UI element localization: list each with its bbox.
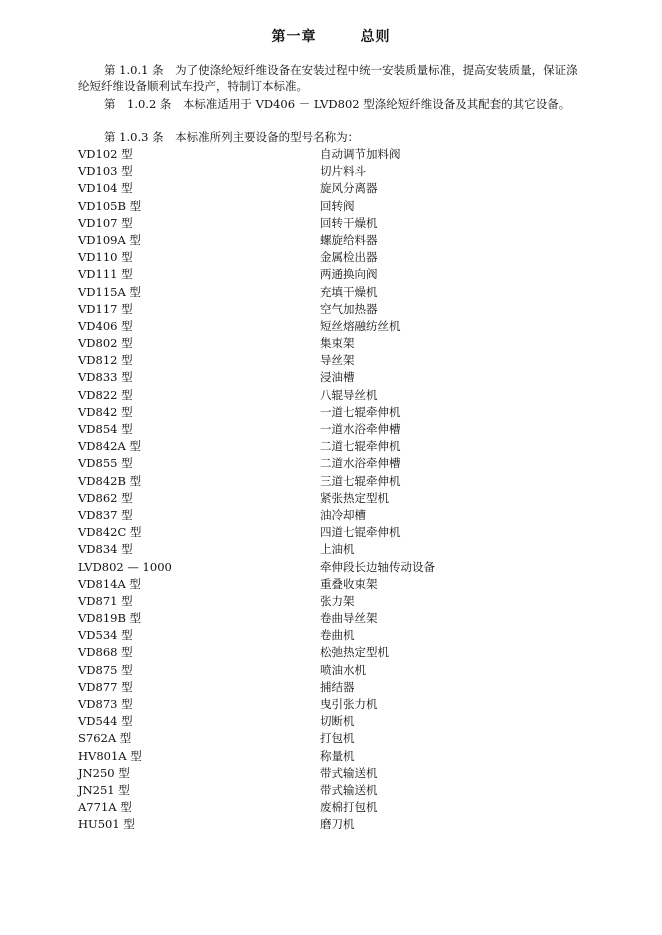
- equipment-model: VD842C 型: [78, 525, 142, 540]
- equipment-row: [78, 198, 598, 215]
- equipment-model: VD819B 型: [78, 611, 142, 626]
- equipment-row: [78, 404, 598, 421]
- equipment-model: VD868 型: [78, 645, 133, 660]
- equipment-row: [78, 679, 598, 696]
- equipment-name: 八辊导丝机: [320, 387, 378, 402]
- equipment-model: VD842A 型: [78, 439, 141, 454]
- equipment-row: [78, 490, 598, 507]
- equipment-row: [78, 816, 598, 833]
- equipment-row: [78, 163, 598, 180]
- equipment-name: 自动调节加料阀: [320, 147, 401, 161]
- article-1-0-1: 第 1.0.1 条 为了使涤纶短纤维设备在安装过程中统一安装质量标准，提高安装质量，保证涤纶短纤维设备顺利试车投产，特制订本标准。: [78, 63, 578, 93]
- equipment-row: [78, 730, 598, 747]
- equipment-row: [78, 335, 598, 352]
- equipment-model: VD103 型: [78, 164, 133, 179]
- equipment-name: 牵伸段长边轴传动设备: [320, 559, 435, 574]
- equipment-model: LVD802 — 1000: [78, 559, 172, 574]
- equipment-model: VD111 型: [78, 267, 133, 282]
- equipment-model: VD544 型: [78, 714, 133, 729]
- equipment-row: [78, 352, 598, 369]
- equipment-row: [78, 610, 598, 627]
- equipment-row: [78, 455, 598, 472]
- equipment-model: JN250 型: [78, 765, 130, 780]
- equipment-row: [78, 748, 598, 765]
- equipment-row: [78, 232, 598, 249]
- equipment-row: [78, 387, 598, 404]
- equipment-model: VD833 型: [78, 370, 133, 385]
- equipment-model: VD834 型: [78, 542, 133, 557]
- equipment-row: [78, 146, 598, 163]
- equipment-name: 带式输送机: [320, 765, 378, 780]
- equipment-row: [78, 284, 598, 301]
- chapter-title: [0, 26, 662, 46]
- equipment-name: 空气加热器: [320, 301, 378, 316]
- equipment-model: VD822 型: [78, 387, 133, 402]
- equipment-model: VD871 型: [78, 593, 133, 608]
- equipment-model: VD837 型: [78, 507, 133, 522]
- equipment-name: 曳引张力机: [320, 697, 378, 711]
- equipment-name: 充填干燥机: [320, 284, 378, 299]
- equipment-row: [78, 438, 598, 455]
- equipment-name: 切片料斗: [320, 164, 366, 179]
- equipment-row: [78, 180, 598, 197]
- equipment-row: [78, 662, 598, 679]
- equipment-name: 旋风分离器: [320, 181, 378, 196]
- equipment-model: VD115A 型: [78, 284, 141, 299]
- equipment-list: [78, 146, 598, 834]
- equipment-row: [78, 627, 598, 644]
- equipment-model: VD802 型: [78, 336, 133, 351]
- equipment-name: 废棉打包机: [320, 800, 378, 815]
- equipment-model: VD534 型: [78, 628, 133, 643]
- equipment-model: VD873 型: [78, 697, 133, 711]
- equipment-row: [78, 576, 598, 593]
- equipment-name: 打包机: [320, 731, 355, 746]
- equipment-name: 两通换向阀: [320, 267, 378, 282]
- equipment-row: [78, 473, 598, 490]
- equipment-row: [78, 524, 598, 541]
- equipment-name: 金属检出器: [320, 250, 378, 265]
- equipment-row: [78, 713, 598, 730]
- equipment-model: JN251 型: [78, 782, 130, 797]
- equipment-name: 捕结器: [320, 679, 355, 694]
- equipment-row: [78, 541, 598, 558]
- equipment-model: S762A 型: [78, 731, 132, 746]
- equipment-row: [78, 266, 598, 283]
- equipment-row: [78, 318, 598, 335]
- equipment-model: HV801A 型: [78, 748, 142, 763]
- equipment-name: 带式输送机: [320, 782, 378, 797]
- equipment-row: [78, 559, 598, 576]
- equipment-name: 切断机: [320, 714, 355, 729]
- equipment-model: VD842 型: [78, 404, 133, 419]
- equipment-name: 一道七辊牵伸机: [320, 404, 401, 419]
- equipment-model: VD854 型: [78, 422, 133, 436]
- equipment-name: 四道七锟牵伸机: [320, 525, 401, 540]
- equipment-model: HU501 型: [78, 817, 135, 832]
- equipment-model: VD107 型: [78, 215, 133, 230]
- equipment-name: 一道水浴牵伸槽: [320, 422, 401, 436]
- equipment-model: VD406 型: [78, 318, 133, 333]
- equipment-name: 张力架: [320, 593, 355, 608]
- equipment-name: 紧张热定型机: [320, 490, 389, 505]
- equipment-row: [78, 249, 598, 266]
- equipment-name: 回转阀: [320, 198, 355, 213]
- equipment-row: [78, 507, 598, 524]
- equipment-model: VD110 型: [78, 250, 133, 265]
- equipment-model: VD862 型: [78, 490, 133, 505]
- equipment-model: VD109A 型: [78, 232, 141, 247]
- equipment-name: 重叠收束架: [320, 576, 378, 591]
- equipment-model: VD812 型: [78, 353, 133, 368]
- equipment-row: [78, 765, 598, 782]
- equipment-name: 松弛热定型机: [320, 645, 389, 660]
- equipment-name: 卷曲导丝架: [320, 611, 378, 626]
- equipment-name: 上油机: [320, 542, 355, 557]
- equipment-name: 磨刀机: [320, 817, 355, 832]
- equipment-model: A771A 型: [78, 800, 132, 815]
- equipment-model: VD875 型: [78, 662, 133, 677]
- chapter-name: 总则: [360, 29, 391, 45]
- equipment-name: 称量机: [320, 748, 355, 763]
- equipment-name: 浸油槽: [320, 370, 355, 385]
- article-1-0-3: 第 1.0.3 条 本标准所列主要设备的型号名称为：: [104, 130, 360, 144]
- equipment-model: VD814A 型: [78, 576, 141, 591]
- equipment-name: 集束架: [320, 336, 355, 351]
- equipment-row: [78, 301, 598, 318]
- equipment-row: [78, 593, 598, 610]
- equipment-model: VD117 型: [78, 301, 133, 316]
- equipment-name: 短丝熔融纺丝机: [320, 318, 401, 333]
- article-1-0-2: 第 1.0.2 条 本标准适用于 VD406 － LVD802 型涤纶短纤维设备及其配套的其它设备。: [104, 97, 571, 111]
- equipment-name: 油冷却槽: [320, 507, 366, 522]
- equipment-model: VD102 型: [78, 147, 133, 161]
- equipment-model: VD855 型: [78, 456, 133, 471]
- equipment-row: [78, 215, 598, 232]
- equipment-model: VD105B 型: [78, 198, 142, 213]
- equipment-name: 螺旋给料器: [320, 232, 378, 247]
- equipment-name: 二道七辊牵伸机: [320, 439, 401, 454]
- equipment-name: 二道水浴牵伸槽: [320, 456, 401, 471]
- equipment-name: 回转干燥机: [320, 215, 378, 230]
- equipment-model: VD842B 型: [78, 473, 142, 488]
- equipment-model: VD877 型: [78, 679, 133, 694]
- equipment-row: [78, 696, 598, 713]
- equipment-row: [78, 421, 598, 438]
- equipment-name: 卷曲机: [320, 628, 355, 643]
- equipment-name: 喷油水机: [320, 662, 366, 677]
- equipment-row: [78, 799, 598, 816]
- equipment-name: 导丝架: [320, 353, 355, 368]
- equipment-row: [78, 782, 598, 799]
- equipment-model: VD104 型: [78, 181, 133, 196]
- equipment-name: 三道七辊牵伸机: [320, 473, 401, 488]
- chapter-number: 第一章: [271, 29, 317, 45]
- equipment-row: [78, 369, 598, 386]
- equipment-row: [78, 644, 598, 661]
